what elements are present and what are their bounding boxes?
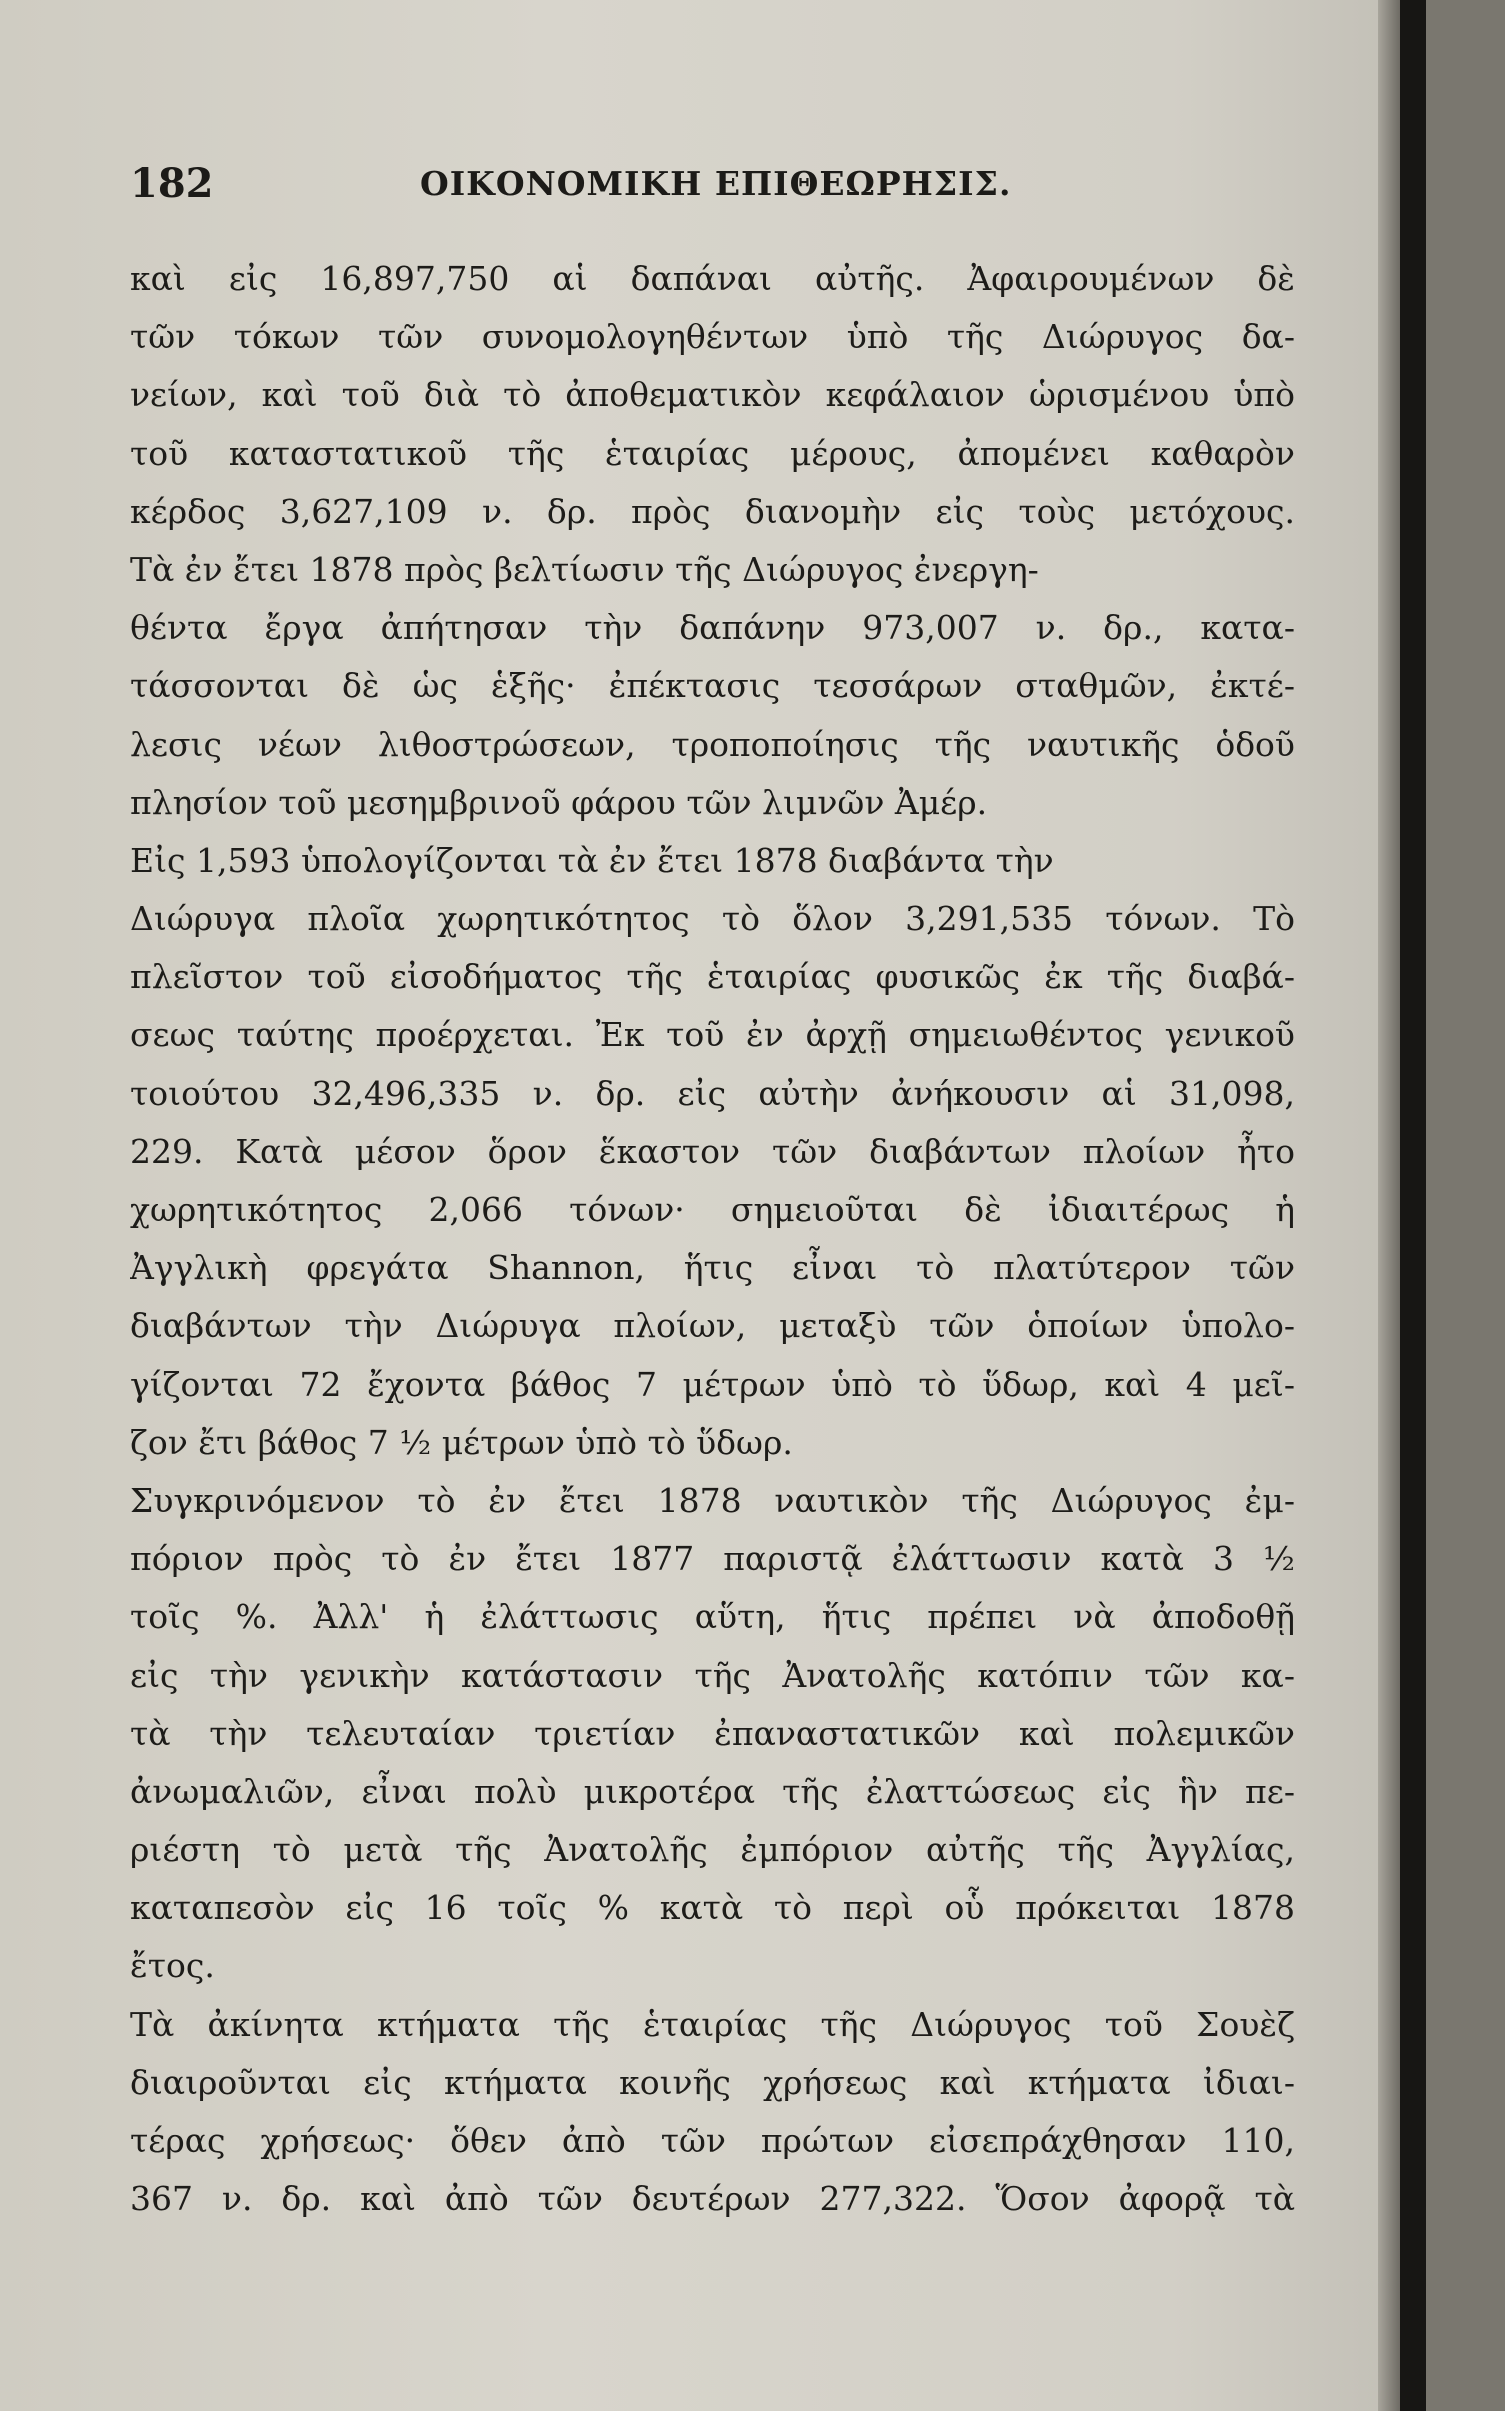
text-line: τοιούτου 32,496,335 ν. δρ. εἰς αὐτὴν ἀνήκουσιν αἱ 31,098,	[130, 1073, 1295, 1113]
text-line: τῶν τόκων τῶν συνομολογηθέντων ὑπὸ τῆς Διώρυγος δα-	[130, 317, 1295, 357]
text-line: Ἀγγλικὴ φρεγάτα Shannon, ἥτις εἶναι τὸ πλατύτερον τῶν	[130, 1248, 1295, 1288]
text-line: Συγκρινόμενον τὸ ἐν ἔτει 1878 ναυτικὸν τῆς Διώρυγος ἐμ-	[130, 1480, 1295, 1520]
text-line: χωρητικότητος 2,066 τόνων· σημειοῦται δὲ ἰδιαιτέρως ἡ	[130, 1190, 1295, 1229]
text-line: Διώρυγα πλοῖα χωρητικότητος τὸ ὅλον 3,291,535 τόνων. Τὸ	[130, 899, 1295, 939]
text-line: γίζονται 72 ἔχοντα βάθος 7 μέτρων ὑπὸ τὸ ὕδωρ, καὶ 4 μεῖ-	[130, 1364, 1295, 1404]
text-line: 229. Κατὰ μέσον ὅρον ἕκαστον τῶν διαβάντων πλοίων ἦτο	[130, 1131, 1295, 1171]
text-line: ἔτος.	[130, 1946, 215, 1986]
text-line: θέντα ἔργα ἀπήτησαν τὴν δαπάνην 973,007 ν. δρ., κατα-	[130, 608, 1295, 648]
text-line: ριέστη τὸ μετὰ τῆς Ἀνατολῆς ἐμπόριον αὐτῆς τῆς Ἀγγλίας,	[130, 1830, 1295, 1870]
text-line: εἰς τὴν γενικὴν κατάστασιν τῆς Ἀνατολῆς κατόπιν τῶν κα-	[130, 1655, 1295, 1695]
text-line: 367 ν. δρ. καὶ ἀπὸ τῶν δευτέρων 277,322. Ὅσον ἀφορᾷ τὰ	[130, 2179, 1295, 2219]
text-line: καταπεσὸν εἰς 16 τοῖς % κατὰ τὸ περὶ οὗ πρόκειται 1878	[130, 1888, 1295, 1928]
text-line: Εἰς 1,593 ὑπολογίζονται τὰ ἐν ἔτει 1878 διαβάντα τὴν	[130, 840, 1054, 880]
text-line: διαβάντων τὴν Διώρυγα πλοίων, μεταξὺ τῶν ὁποίων ὑπολο-	[130, 1306, 1295, 1346]
text-line: τάσσονται δὲ ὡς ἑξῆς· ἐπέκτασις τεσσάρων σταθμῶν, ἐκτέ-	[130, 666, 1295, 706]
book-spine	[1400, 0, 1426, 2411]
body-text	[130, 250, 1295, 2228]
text-line: κέρδος 3,627,109 ν. δρ. πρὸς διανομὴν εἰς τοὺς μετόχους.	[130, 491, 1295, 531]
text-line: πλησίον τοῦ μεσημβρινοῦ φάρου τῶν λιμνῶν Ἀμέρ.	[130, 782, 988, 822]
running-title: ΟΙΚΟΝΟΜΙΚΗ ΕΠΙΘΕΩΡΗΣΙΣ.	[420, 164, 1012, 203]
text-line: τὰ τὴν τελευταίαν τριετίαν ἐπαναστατικῶν καὶ πολεμικῶν	[130, 1713, 1295, 1753]
text-line: ζον ἔτι βάθος 7 ½ μέτρων ὑπὸ τὸ ὕδωρ.	[130, 1422, 793, 1462]
text-line: τέρας χρήσεως· ὅθεν ἀπὸ τῶν πρώτων εἰσεπράχθησαν 110,	[130, 2121, 1295, 2160]
running-header	[130, 160, 1290, 212]
text-line: σεως ταύτης προέρχεται. Ἐκ τοῦ ἐν ἀρχῇ σημειωθέντος γενικοῦ	[130, 1015, 1295, 1055]
text-line: πλεῖστον τοῦ εἰσοδήματος τῆς ἑταιρίας φυσικῶς ἐκ τῆς διαβά-	[130, 957, 1295, 997]
text-line: λεσις νέων λιθοστρώσεων, τροποποίησις τῆς ναυτικῆς ὁδοῦ	[130, 724, 1295, 764]
text-line: διαιροῦνται εἰς κτήματα κοινῆς χρήσεως καὶ κτήματα ἰδιαι-	[130, 2062, 1295, 2102]
text-line: τοῖς %. Ἀλλ' ἡ ἐλάττωσις αὕτη, ἥτις πρέπει νὰ ἀποδοθῇ	[130, 1597, 1295, 1637]
text-line: νείων, καὶ τοῦ διὰ τὸ ἀποθεματικὸν κεφάλαιον ὡρισμένου ὑπὸ	[130, 375, 1295, 415]
text-line: Τὰ ἀκίνητα κτήματα τῆς ἑταιρίας τῆς Διώρυγος τοῦ Σουὲζ	[130, 2004, 1295, 2044]
page-gutter	[1378, 0, 1400, 2411]
text-line: καὶ εἰς 16,897,750 αἱ δαπάναι αὐτῆς. Ἀφαιρουμένων δὲ	[130, 259, 1295, 298]
text-line: Τὰ ἐν ἔτει 1878 πρὸς βελτίωσιν τῆς Διώρυγος ἐνεργη-	[130, 549, 1039, 589]
page-number: 182	[130, 160, 214, 207]
text-line: τοῦ καταστατικοῦ τῆς ἑταιρίας μέρους, ἀπομένει καθαρὸν	[130, 433, 1295, 473]
facing-page-edge	[1426, 0, 1505, 2411]
text-line: πόριον πρὸς τὸ ἐν ἔτει 1877 παριστᾷ ἐλάττωσιν κατὰ 3 ½	[130, 1539, 1295, 1579]
text-line: ἀνωμαλιῶν, εἶναι πολὺ μικροτέρα τῆς ἐλαττώσεως εἰς ἣν πε-	[130, 1771, 1295, 1811]
